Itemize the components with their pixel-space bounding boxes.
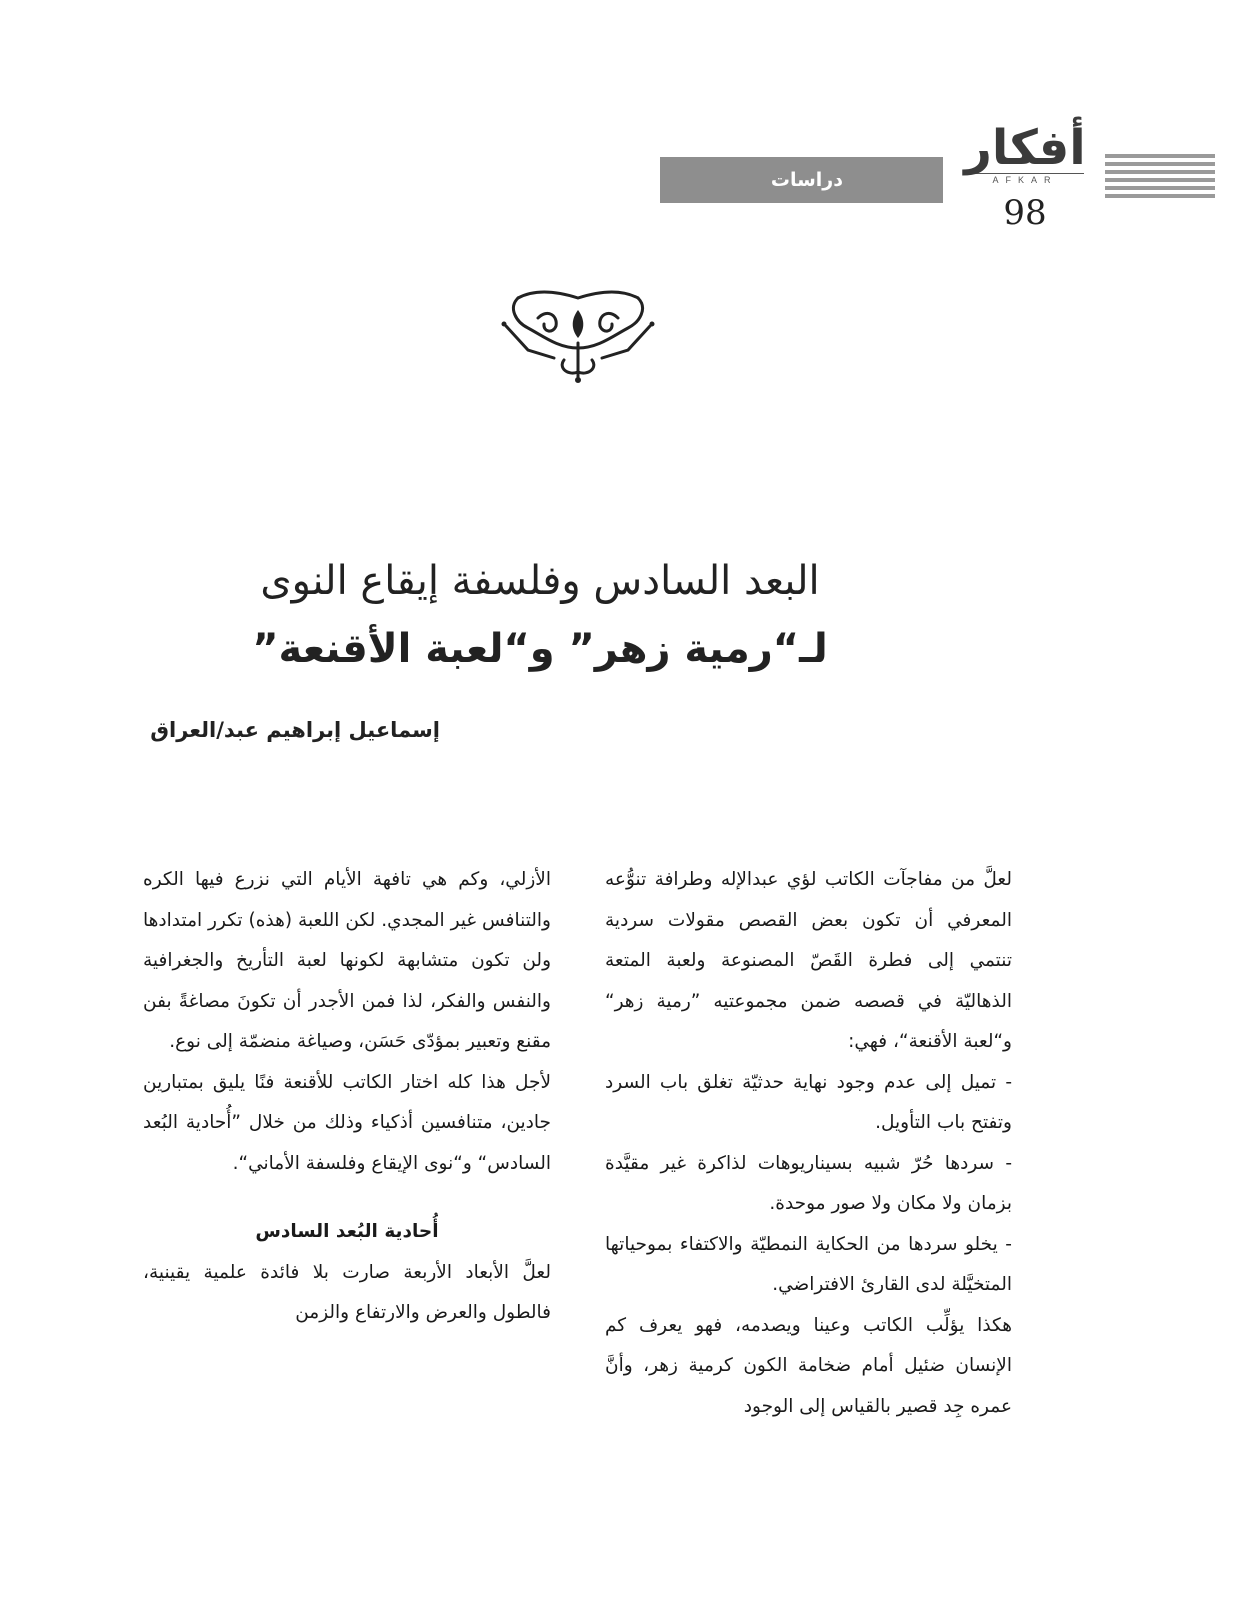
header-stripes [1105,154,1215,202]
paragraph: لعلَّ من مفاجآت الكاتب لؤي عبدالإله وطرافة تنوُّعه المعرفي أن تكون بعض القصص مقولات سردية تنتمي إلى فطرة القَصّ المصنوعة ولعبة المتعة الذهاليّة في قصصه ضمن مجموعتيه ”رمية زهر“ و“لعبة الأقنعة“، فهي: [605,869,1012,1052]
bullet-item: - سردها حُرّ شبيه بسيناريوهات لذاكرة غير مقيَّدة بزمان ولا مكان ولا صور موحدة. [605,1152,1012,1214]
section-label: دراسات [660,157,943,203]
logo-latin: AFKAR [992,175,1058,185]
paragraph: لأجل هذا كله اختار الكاتب للأقنعة فنًا يليق بمتبارين جادين، متنافسين أذكياء وذلك من خلال ”أُحادية البُعد السادس“ و“نوى الإيقاع وفلسفة الأماني“. [143,1071,551,1174]
page-number: 98 [1003,193,1047,233]
logo-arabic: أفكار [964,120,1086,176]
article-title-line1: البعد السادس وفلسفة إيقاع النوى [260,558,820,604]
bullet-item: - يخلو سردها من الحكاية النمطيّة والاكتفاء بموحياتها المتخيَّلة لدى القارئ الافتراضي. [605,1233,1012,1295]
paragraph: الأزلي، وكم هي تافهة الأيام التي نزرع فيها الكره والتنافس غير المجدي. لكن اللعبة (هذه) تكرر امتدادها ولن تكون متشابهة لكونها لعبة التأريخ والجغرافية والنفس والفكر، لذا فمن الأجدر أن تكونَ مصاغةً بفن مقنع وتعبير بمؤدّى حَسَن، وصياغة منضمّة إلى نوع. [143,869,551,1052]
paragraph: هكذا يؤلِّب الكاتب وعينا ويصدمه، فهو يعرف كم الإنسان ضئيل أمام ضخامة الكون كرمية زهر، وأنَّ عمره جِد قصير بالقياس إلى الوجود [605,1314,1012,1417]
paragraph: لعلَّ الأبعاد الأربعة صارت بلا فائدة علمية يقينية، فالطول والعرض والارتفاع والزمن [143,1261,551,1323]
author-name: إسماعيل إبراهيم عبد/العراق [150,718,440,742]
text-column-right [605,860,1012,1427]
bullet-item: - تميل إلى عدم وجود نهاية حدثيّة تغلق باب السرد وتفتح باب التأويل. [605,1071,1012,1133]
magazine-logo [960,120,1090,185]
floral-ornament-icon [498,288,658,383]
section-subheading: أُحادية البُعد السادس [255,1221,439,1242]
article-title-line2: لـ“رمية زهر” و“لعبة الأقنعة” [252,626,828,672]
text-column-left [143,860,551,1334]
